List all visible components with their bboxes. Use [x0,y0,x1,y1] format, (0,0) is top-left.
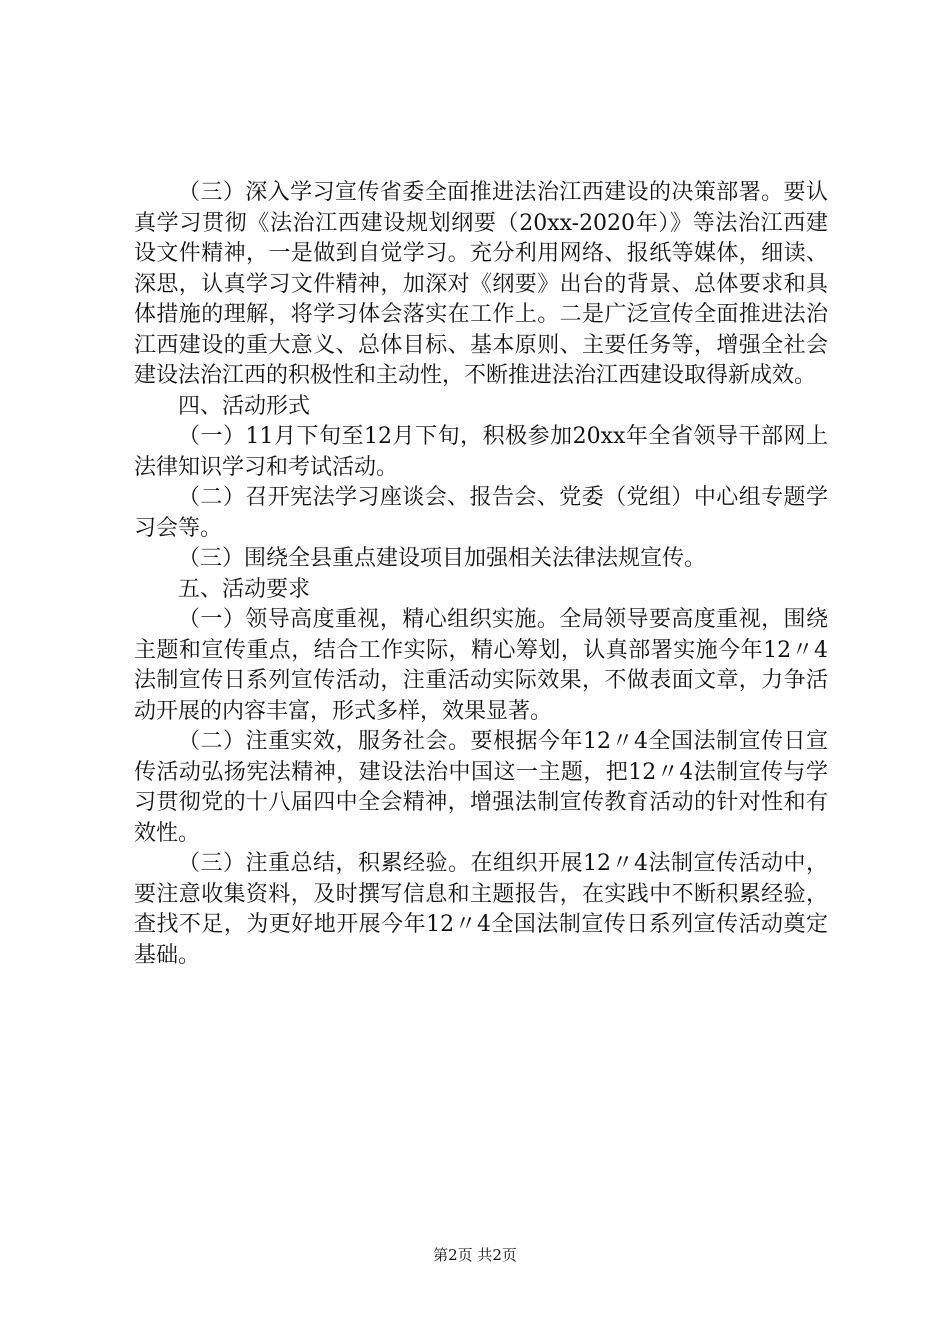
paragraph-project-law-publicity: （三）围绕全县重点建设项目加强相关法律法规宣传。 [178,546,707,571]
paragraph-constitution-forum: （二）召开宪法学习座谈会、报告会、党委（党组）中心组专题学习会等。 [134,485,828,541]
paragraph-study-provincial-decision: （三）深入学习宣传省委全面推进法治江西建设的决策部署。要认真学习贯彻《法治江西建设规划纲要（20xx-2020年）》等法治江西建设文件精神，一是做到自觉学习。充分利用网络、报纸等媒体，细读、深思，认真学习文件精神，加深对《纲要》出台的背景、总体要求和具体措施的理解，将学习体会落实在工作上。二是广泛宣传全面推进法治江西建设的重大意义、总体目标、基本原则、主要任务等，增强全社会建设法治江西的积极性和主动性，不断推进法治江西建设取得新成效。 [134,180,828,388]
paragraph-online-exam: （一）11月下旬至12月下旬，积极参加20xx年全省领导干部网上法律知识学习和考试活动。 [134,424,828,480]
paragraph-practical-results: （二）注重实效，服务社会。要根据今年12〃4全国法制宣传日宣传活动弘扬宪法精神，建设法治中国这一主题，把12〃4法制宣传与学习贯彻党的十八届四中全会精神，增强法制宣传教育活动的针对性和有效性。 [134,729,828,846]
heading-activity-forms: 四、活动形式 [178,393,311,419]
heading-activity-requirements: 五、活动要求 [178,576,311,602]
document-body [134,178,828,971]
page-number-footer: 第2页 共2页 [433,1246,517,1264]
paragraph-leadership-attention: （一）领导高度重视，精心组织实施。全局领导要高度重视，围绕主题和宣传重点，结合工作实际，精心筹划，认真部署实施今年12〃4法制宣传日系列宣传活动，注重活动实际效果，不做表面文章，力争活动开展的内容丰富，形式多样，效果显著。 [134,607,828,724]
paragraph-summarize-experience: （三）注重总结，积累经验。在组织开展12〃4法制宣传活动中，要注意收集资料，及时撰写信息和主题报告，在实践中不断积累经验，查找不足，为更好地开展今年12〃4全国法制宣传日系列宣传活动奠定基础。 [134,851,828,968]
